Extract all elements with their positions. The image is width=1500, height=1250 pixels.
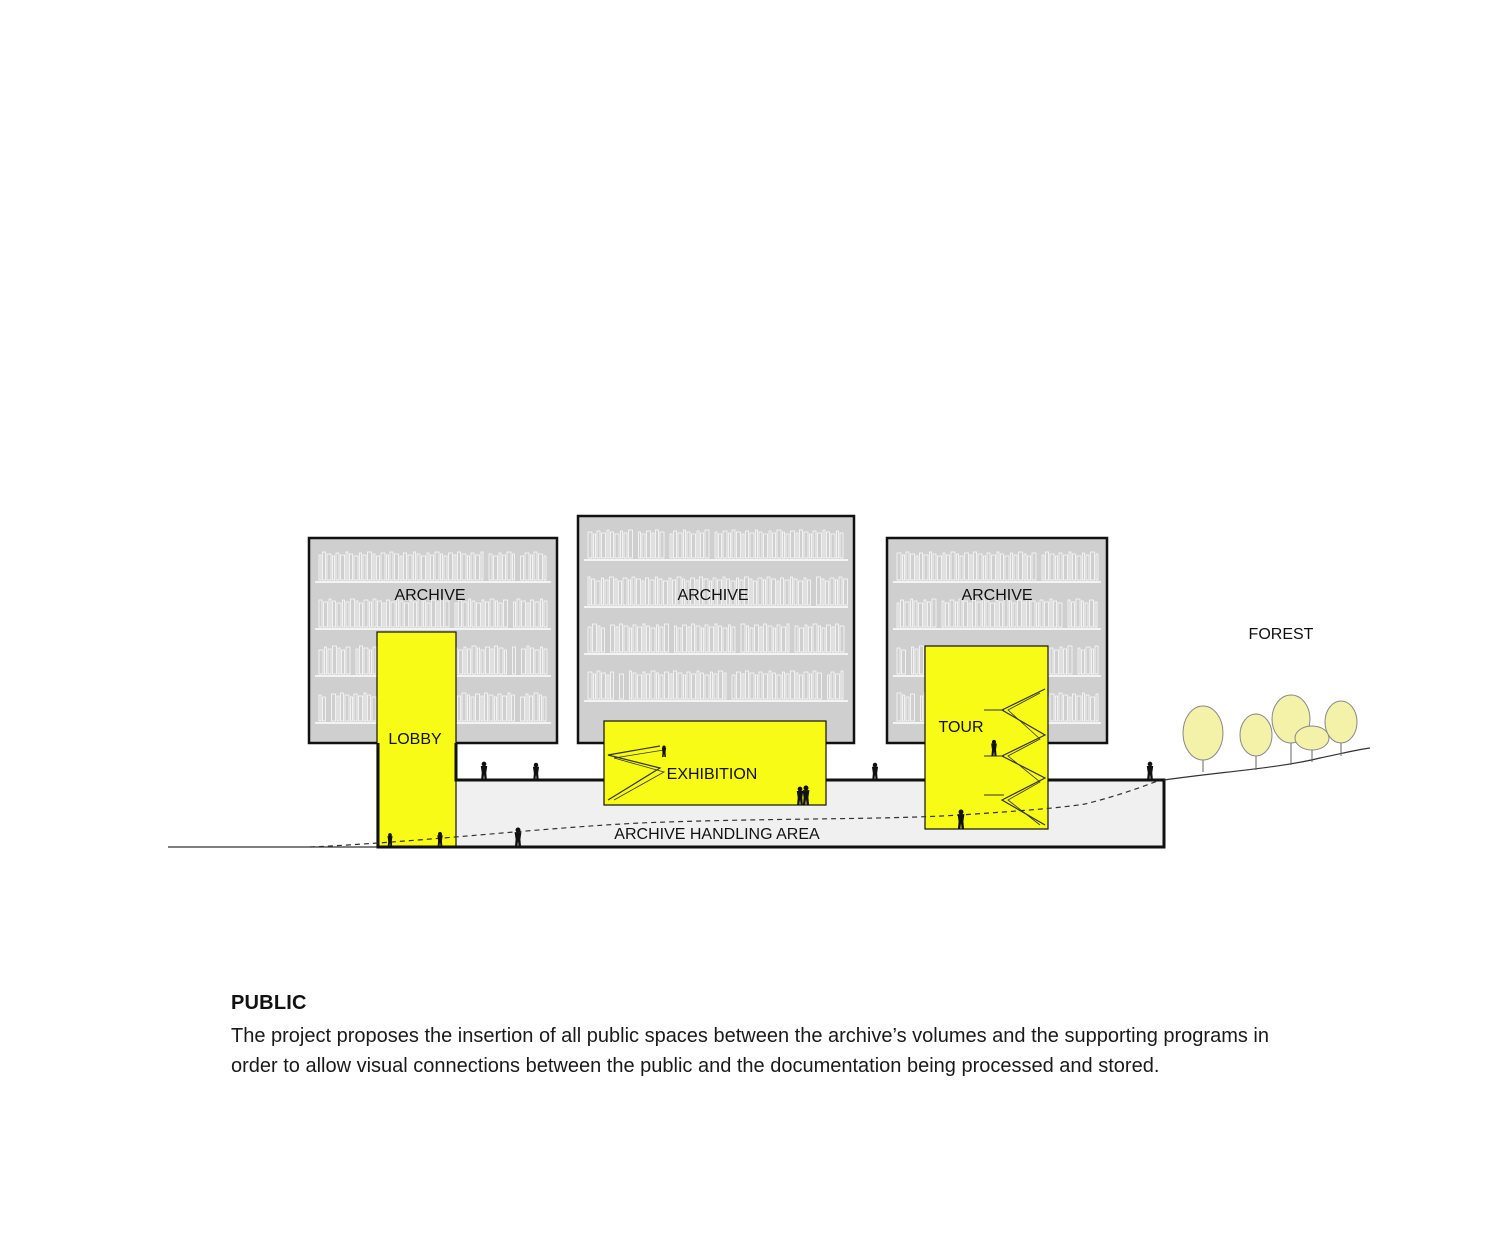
tree	[1240, 714, 1272, 756]
person-figure	[1147, 762, 1153, 780]
label-archive-right: ARCHIVE	[961, 587, 1033, 604]
label-lobby: LOBBY	[388, 731, 442, 748]
caption-body: The project proposes the insertion of all public spaces between the archive’s volumes and the supporting programs in order to allow visual connections between the public and the documentation being processed and stored.	[231, 1025, 1269, 1077]
label-archive-left: ARCHIVE	[394, 587, 466, 604]
label-exhibition: EXHIBITION	[666, 766, 758, 783]
label-archive-center: ARCHIVE	[677, 587, 749, 604]
label-handling-area: ARCHIVE HANDLING AREA	[614, 826, 820, 843]
label-tour: TOUR	[938, 719, 984, 736]
tree	[1295, 726, 1329, 750]
tour-space	[925, 646, 1048, 829]
exhibition-space	[604, 721, 826, 805]
tree	[1183, 706, 1223, 760]
person-figure	[872, 763, 878, 780]
label-forest: FOREST	[1248, 626, 1314, 643]
caption-heading: PUBLIC	[231, 992, 307, 1014]
person-figure	[533, 763, 539, 780]
forest-trees	[1183, 695, 1357, 772]
tree	[1325, 701, 1357, 743]
person-figure	[481, 762, 487, 780]
caption	[231, 992, 1311, 1081]
